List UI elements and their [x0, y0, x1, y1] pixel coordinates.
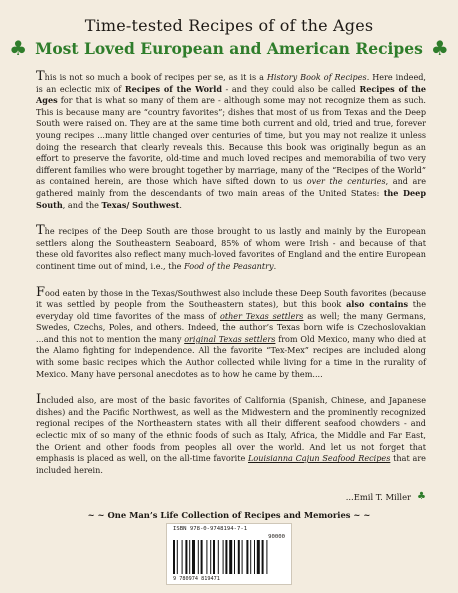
barcode-bars	[173, 540, 285, 574]
clover-icon: ♣	[9, 36, 28, 60]
paragraph-3	[36, 286, 426, 381]
text: from Old Mexico, many who died at the Alamo fighting for independence. All the favorite “Tex-Mex” recipes are included along with some basic recipes which the Author collected while living for a time in the rurality of Mexico. Many have personal anecdotes as to how he came by them....	[36, 333, 426, 379]
text: - and they could also be called	[221, 83, 360, 94]
barcode-stripe	[250, 540, 251, 574]
clover-icon: ♣	[417, 491, 426, 502]
clover-icon: ♣	[430, 36, 449, 60]
isbn-label: ISBN 978-0-9748194-7-1	[173, 526, 248, 532]
barcode-stripe	[201, 540, 203, 574]
text: he recipes of the Deep South are those brought to us lastly and mainly by the European settlers along the Southeastern Seaboard, 85% of whom were Irish - and because of that these old favorites also reflect many much-loved favorites of England and the entire European continent time out of mind, i.e., the	[36, 226, 426, 271]
emphasis: over the centuries	[306, 176, 386, 187]
bold-text: Recipes of the Ages	[36, 83, 426, 106]
drop-cap: T	[36, 223, 45, 239]
text: , and the	[62, 199, 102, 210]
drop-cap: I	[36, 392, 42, 408]
barcode-stripe	[242, 540, 243, 574]
barcode-stripe	[189, 540, 190, 574]
book-title: Time-tested Recipes of of the Ages	[84, 16, 374, 35]
text: .	[273, 260, 277, 271]
text: . Here indeed, is an eclectic mix of	[36, 72, 426, 94]
barcode-stripe	[185, 540, 187, 574]
author-signature	[346, 492, 426, 502]
text: ood eaten by those in the Texas/Southwest also include these Deep South favorites (because it was settled by people from the Southeastern states), but this book	[36, 287, 426, 310]
text: for that is what so many of them are - although some may not recognize them as such. This is because many are “country favorites”; dishes that most of us from Texas and the Deep South were raised on. They are at the same time both current and old, tried and true, forever young recipes ...many little changed over centuries of time, but you may not realize it unless doing the research that clearly reveals this. Because this book was originally begun as an effort to preserve the favorite, old-time and much loved recipes and memorabilia of two very different families who were brought together by marriage, many of the “Recipes of the World” as contained herein, are those which have sifted down to us	[36, 95, 426, 187]
price-code: 90000	[268, 534, 285, 540]
isbn-barcode	[166, 523, 292, 585]
signature-text: ...Emil T. Miller	[345, 492, 412, 502]
drop-cap: T	[36, 69, 45, 84]
barcode-stripe	[254, 540, 255, 574]
text: , and are gathered mainly from the descendants of two main areas of the United States:	[36, 176, 426, 198]
bold-text: Recipes of the World	[124, 83, 222, 94]
text: as well; the many Germans, Swedes, Czechs, Poles, and others. Indeed, the author’s Texas born wife is Czechoslovakian ...and this not to mention the many	[36, 310, 426, 344]
text: that are included herein.	[36, 453, 426, 475]
barcode-stripe	[213, 540, 215, 574]
isbn-number: 9 780974 819471	[173, 576, 220, 582]
emphasis: History Book of Recipes	[266, 72, 367, 82]
barcode-stripe	[173, 540, 175, 574]
paragraph-1	[36, 70, 426, 211]
barcode-stripe	[223, 540, 224, 574]
barcode-stripe	[246, 540, 248, 574]
description-body	[36, 70, 426, 489]
text: ncluded also, are most of the basic favorites of California (Spanish, Chinese, and Japanese dishes) and the Pacific Northwest, as well as the Midwestern and the prominently recognized regional recipes of the Northeastern states with all their different seafood chowders - and eclectic mix of so many of the ethnic foods of such as Italy, Africa, the Middle and Far East, the Orient and other foods from peoples all over the world. And let us not forget that emphasis is placed as well, on the all-time favorite	[36, 395, 426, 464]
barcode-stripe	[257, 540, 260, 574]
text: his is not so much a book of recipes per se, as it is a	[44, 72, 267, 82]
text: .	[179, 199, 182, 210]
barcode-stripe	[218, 540, 219, 574]
book-subtitle: Most Loved European and American Recipes	[35, 38, 423, 58]
barcode-stripe	[234, 540, 235, 574]
text: the everyday old time favorites of the mass of	[36, 299, 426, 321]
bold-text: the Deep South	[36, 187, 426, 210]
barcode-stripe	[225, 540, 227, 574]
barcode-stripe	[192, 540, 195, 574]
drop-cap: F	[36, 284, 46, 300]
barcode-stripe	[206, 540, 207, 574]
barcode-stripe	[210, 540, 211, 574]
paragraph-4	[36, 393, 426, 476]
underlined-text: original Texas settlers	[184, 333, 276, 344]
collection-tagline: ~ ~ One Man’s Life Collection of Recipes and Memories ~ ~	[87, 510, 371, 520]
barcode-stripe	[229, 540, 232, 574]
bold-text: Texas/ Southwest	[101, 199, 180, 210]
underlined-text: other Texas settlers	[219, 310, 304, 321]
subtitle-row	[0, 38, 458, 58]
bold-text: also contains	[346, 299, 409, 310]
emphasis: Food of the Peasantry	[184, 260, 274, 271]
paragraph-2	[36, 224, 426, 272]
barcode-stripe	[262, 540, 264, 574]
barcode-stripe	[182, 540, 183, 574]
barcode-stripe	[177, 540, 178, 574]
underlined-text: Louisianna Cajun Seafood Recipes	[248, 453, 391, 464]
barcode-stripe	[266, 540, 267, 574]
barcode-stripe	[198, 540, 199, 574]
barcode-stripe	[238, 540, 240, 574]
